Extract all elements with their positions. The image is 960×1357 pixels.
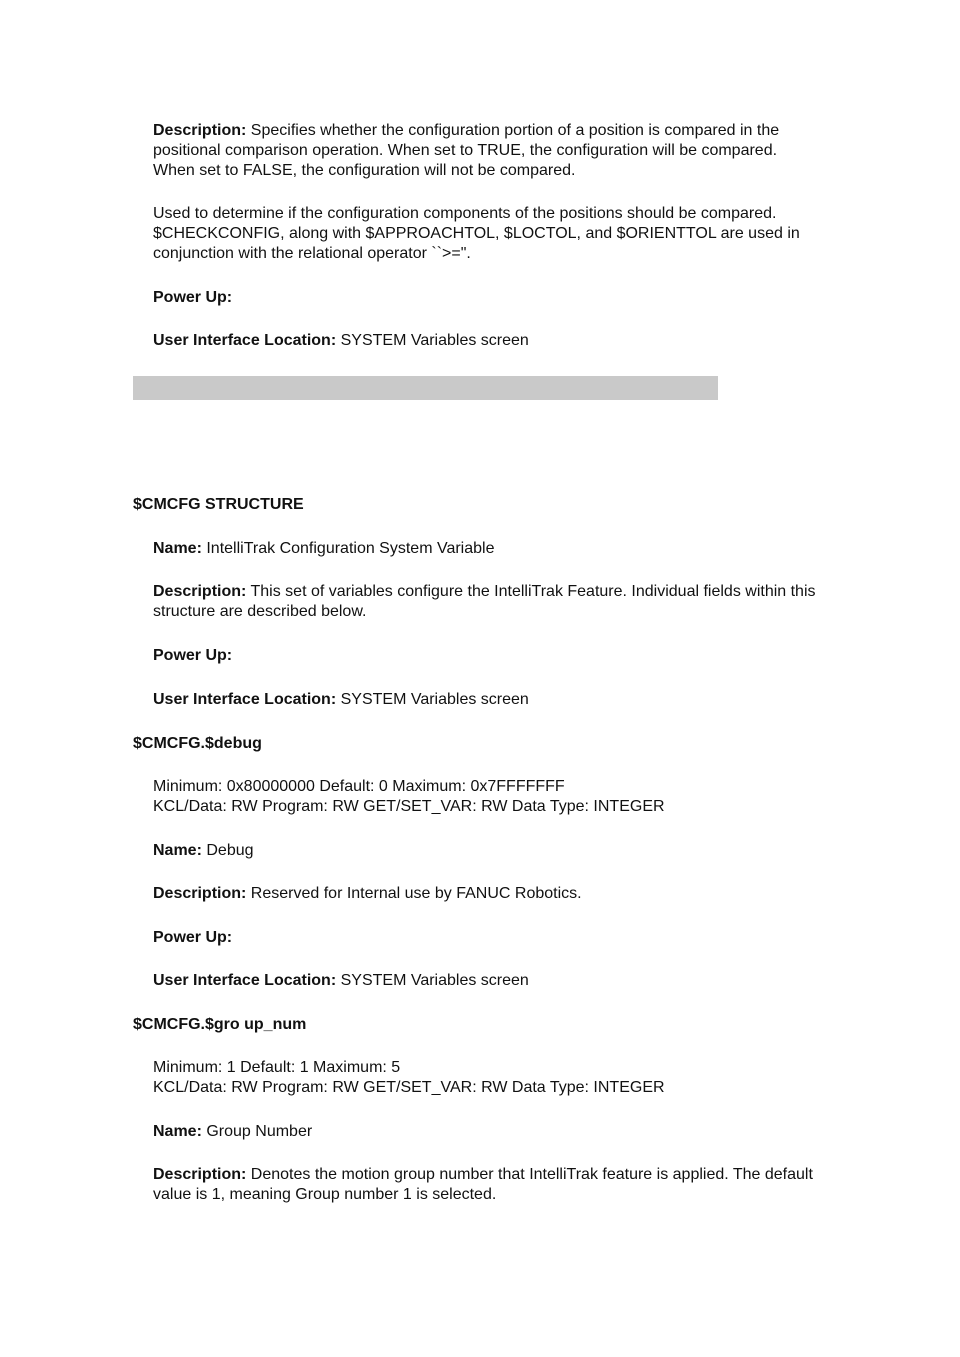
debug-range: Minimum: 0x80000000 Default: 0 Maximum: 0x7FFFFFFF [153,778,565,795]
text: Group Number [206,1123,313,1140]
text: Denotes the motion group number that IntelliTrak feature is applied. The default value is 1, meaning Group number 1 is selected. [153,1166,813,1203]
text: SYSTEM Variables screen [340,691,529,708]
checkconfig-uil [153,331,821,351]
label: Description: [153,885,247,902]
checkconfig-description [153,121,821,181]
label: User Interface Location: [153,691,337,708]
text: Specifies whether the configuration portion of a position is compared in the positional comparison operation. When set to TRUE, the configuration will be compared. When set to FALSE, the configuration will not be compared. [153,122,780,179]
cmcfg-heading: $CMCFG STRUCTURE [133,496,304,513]
debug-power-up [153,928,821,948]
debug-heading: $CMCFG.$debug [133,735,262,752]
debug-uil [153,971,821,991]
section-divider-bar [133,376,718,400]
text: Reserved for Internal use by FANUC Robotics. [250,885,582,902]
group-num-name [153,1122,821,1142]
checkconfig-usage: Used to determine if the configuration components of the positions should be compared. $CHECKCONFIG, along with $APPROACHTOL, $LOCTOL, and $ORIENTTOL are used in conjunction with the relational operator ``>=". [153,205,800,262]
text: Debug [206,842,254,859]
label: Name: [153,842,202,859]
debug-name [153,841,821,861]
label: User Interface Location: [153,332,337,349]
checkconfig-power-up [153,288,821,308]
debug-description [153,884,821,904]
group-num-range: Minimum: 1 Default: 1 Maximum: 5 [153,1059,401,1076]
text: SYSTEM Variables screen [340,332,529,349]
label: Power Up: [153,929,233,946]
cmcfg-description [153,582,821,622]
label: Name: [153,1123,202,1140]
group-num-description [153,1165,821,1205]
label: Name: [153,540,202,557]
group-num-access: KCL/Data: RW Program: RW GET/SET_VAR: RW Data Type: INTEGER [153,1079,665,1096]
text: This set of variables configure the IntelliTrak Feature. Individual fields within this structure are described below. [153,583,816,620]
text: SYSTEM Variables screen [340,972,529,989]
label: Power Up: [153,647,233,664]
label: Description: [153,122,247,139]
cmcfg-name [153,539,821,559]
text: IntelliTrak Configuration System Variable [206,540,495,557]
cmcfg-uil [153,690,821,710]
cmcfg-power-up [153,646,821,666]
group-num-heading: $CMCFG.$gro up_num [133,1016,307,1033]
label: Description: [153,1166,247,1183]
label: User Interface Location: [153,972,337,989]
debug-access: KCL/Data: RW Program: RW GET/SET_VAR: RW Data Type: INTEGER [153,798,665,815]
label: Description: [153,583,247,600]
label: Power Up: [153,289,233,306]
